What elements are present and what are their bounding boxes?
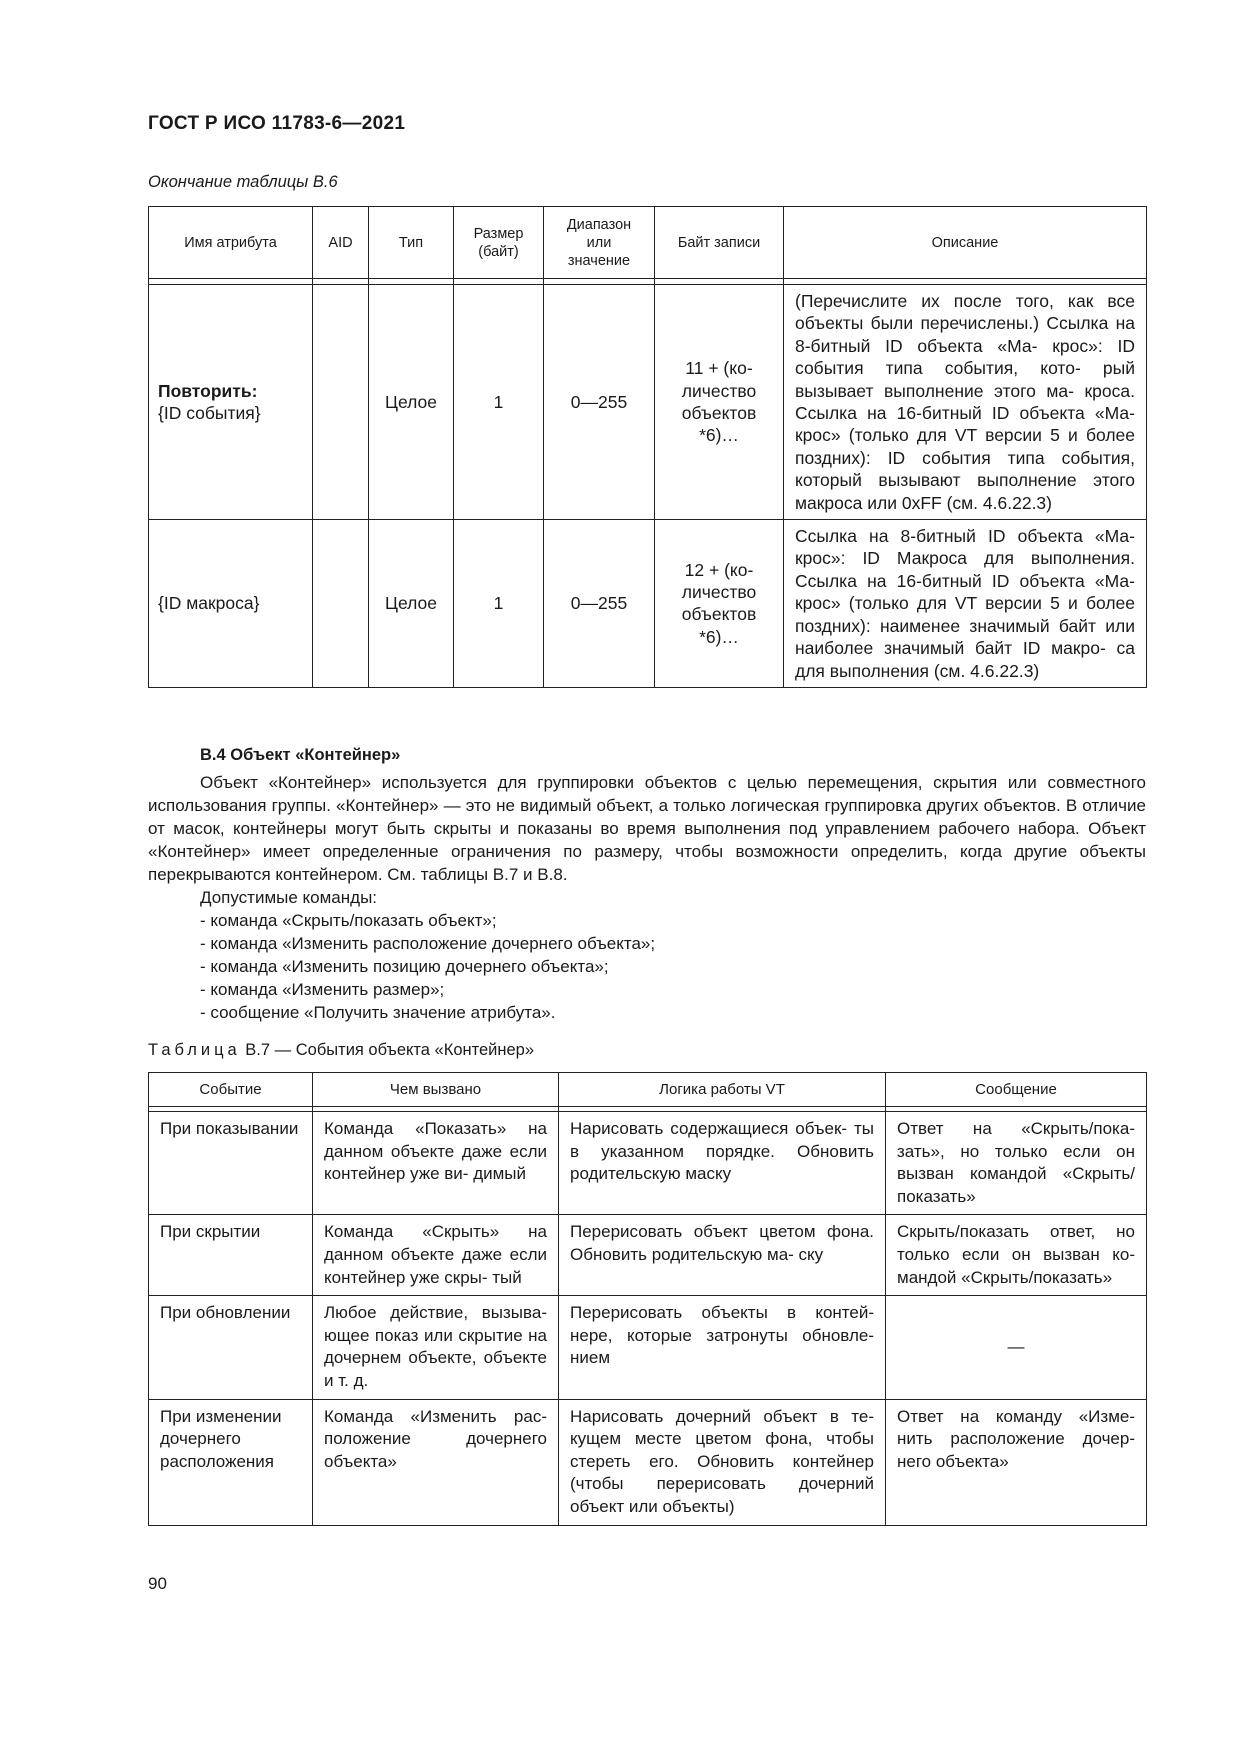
- table-b7: [148, 1072, 1147, 1526]
- type-cell: Целое: [369, 285, 454, 520]
- range-cell: 0—255: [544, 520, 655, 688]
- aid-cell: [313, 285, 369, 520]
- header-event: Событие: [149, 1073, 313, 1107]
- cause-cell: Любое действие, вызыва- ющее показ или скрытие на дочернем объекте, объекте и т. д.: [313, 1296, 559, 1399]
- table-b7-header-row: [149, 1073, 1147, 1107]
- header-logic: Логика работы VT: [559, 1073, 886, 1107]
- header-size-text: Размер (байт): [473, 225, 524, 260]
- attribute-name-text: {ID события}: [158, 403, 261, 424]
- header-type: Тип: [369, 207, 454, 279]
- commands-intro: Допустимые команды:: [200, 888, 378, 907]
- record-byte-cell: [655, 520, 784, 688]
- event-cell: При обновлении: [149, 1296, 313, 1399]
- logic-cell: Перерисовать объект цветом фона. Обновить родительскую ма- ску: [559, 1215, 886, 1296]
- header-record-byte: Байт записи: [655, 207, 784, 279]
- header-range-text: Диапазон или значение: [566, 216, 632, 269]
- table-row: [149, 1399, 1147, 1525]
- type-cell: Целое: [369, 520, 454, 688]
- table-row: [149, 1112, 1147, 1215]
- cause-cell: Команда «Изменить рас- положение дочернего объекта»: [313, 1399, 559, 1525]
- page-number: 90: [148, 1574, 167, 1593]
- header-size: [454, 207, 544, 279]
- logic-cell: Нарисовать содержащиеся объек- ты в указанном порядке. Обновить родительскую маску: [559, 1112, 886, 1215]
- list-item: - команда «Изменить позицию дочернего объекта»;: [200, 957, 609, 976]
- logic-cell: Нарисовать дочерний объект в те- кущем месте цветом фона, чтобы стереть его. Обновить контейнер (чтобы перерисовать дочерний объект или объекты): [559, 1399, 886, 1525]
- header-description: Описание: [784, 207, 1147, 279]
- header-aid: AID: [313, 207, 369, 279]
- header-range: [544, 207, 655, 279]
- size-cell: 1: [454, 285, 544, 520]
- message-cell: Скрыть/показать ответ, но только если он вызван ко- мандой «Скрыть/показать»: [886, 1215, 1147, 1296]
- event-cell: При изменении дочернего расположения: [149, 1399, 313, 1525]
- list-item: - команда «Изменить размер»;: [200, 980, 445, 999]
- record-byte-cell: [655, 285, 784, 520]
- event-cell: При скрытии: [149, 1215, 313, 1296]
- message-cell: Ответ на «Скрыть/пока- зать», но только если он вызван командой «Скрыть/ показать»: [886, 1112, 1147, 1215]
- list-item: - команда «Скрыть/показать объект»;: [200, 911, 497, 930]
- list-item: - команда «Изменить расположение дочернего объекта»;: [200, 934, 656, 953]
- cause-cell: Команда «Скрыть» на данном объекте даже если контейнер уже скры- тый: [313, 1215, 559, 1296]
- table-b7-caption-prefix: Таблица: [148, 1041, 241, 1059]
- header-cause: Чем вызвано: [313, 1073, 559, 1107]
- section-body: [148, 771, 1146, 1024]
- table-row: [149, 520, 1147, 688]
- message-cell: Ответ на команду «Изме- нить расположение дочер- него объекта»: [886, 1399, 1147, 1525]
- event-cell: При показывании: [149, 1112, 313, 1215]
- aid-cell: [313, 520, 369, 688]
- record-byte-text: 11 + (ко- личество объектов *6)…: [681, 358, 757, 446]
- table-b7-caption-rest: В.7 — События объекта «Контейнер»: [245, 1041, 535, 1059]
- description-cell: (Перечислите их после того, как все объекты были перечислены.) Ссылка на 8-битный ID объекта «Ма- крос»: ID события типа события, кото- рый вызывает выполнение этого ма- кроса. Ссылка на 16-битный ID объекта «Ма- крос» (только для VT версии 5 и более поздних): ID события типа события, который вызывают выполнение этого макроса или 0xFF (см. 4.6.22.3): [784, 285, 1147, 520]
- header-message: Сообщение: [886, 1073, 1147, 1107]
- attribute-name-bold: Повторить:: [158, 380, 258, 401]
- table-row: [149, 285, 1147, 520]
- table-b6-header-row: [149, 207, 1147, 279]
- record-byte-text: 12 + (ко- личество объектов *6)…: [681, 559, 757, 647]
- cause-cell: Команда «Показать» на данном объекте даже если контейнер уже ви- димый: [313, 1112, 559, 1215]
- attribute-name-cell: {ID макроса}: [149, 520, 313, 688]
- table-b7-caption: [148, 1041, 534, 1060]
- table-row: [149, 1296, 1147, 1399]
- header-attribute-name: Имя атрибута: [149, 207, 313, 279]
- table-b6-caption: Окончание таблицы В.6: [148, 173, 338, 191]
- description-cell: Ссылка на 8-битный ID объекта «Ма- крос»: ID Макроса для выполнения. Ссылка на 16-битный ID объекта «Ма- крос» (только для VT версии 5 и более поздних): наименее значимый байт или наиболее значимый байт ID макро- са для выполнения (см. 4.6.22.3): [784, 520, 1147, 688]
- table-b6: [148, 206, 1147, 688]
- size-cell: 1: [454, 520, 544, 688]
- range-cell: 0—255: [544, 285, 655, 520]
- attribute-name-cell: [149, 285, 313, 520]
- table-row: [149, 1215, 1147, 1296]
- logic-cell: Перерисовать объекты в контей- нере, которые затронуты обновле- нием: [559, 1296, 886, 1399]
- message-cell: —: [886, 1296, 1147, 1399]
- document-header: ГОСТ Р ИСО 11783-6—2021: [148, 113, 406, 134]
- section-title: В.4 Объект «Контейнер»: [200, 746, 401, 764]
- list-item: - сообщение «Получить значение атрибута».: [200, 1003, 556, 1022]
- section-paragraph: Объект «Контейнер» используется для группировки объектов с целью перемещения, скрытия или совместного использования группы. «Контейнер» — это не видимый объект, а только логическая группировка других объектов. В отличие от масок, контейнеры могут быть скрыты и показаны во время выполнения под управлением рабочего набора. Объект «Контейнер» имеет определенные ограничения по размеру, чтобы возможности определить, когда другие объекты перекрываются контейнером. См. таблицы В.7 и В.8.: [148, 773, 1146, 884]
